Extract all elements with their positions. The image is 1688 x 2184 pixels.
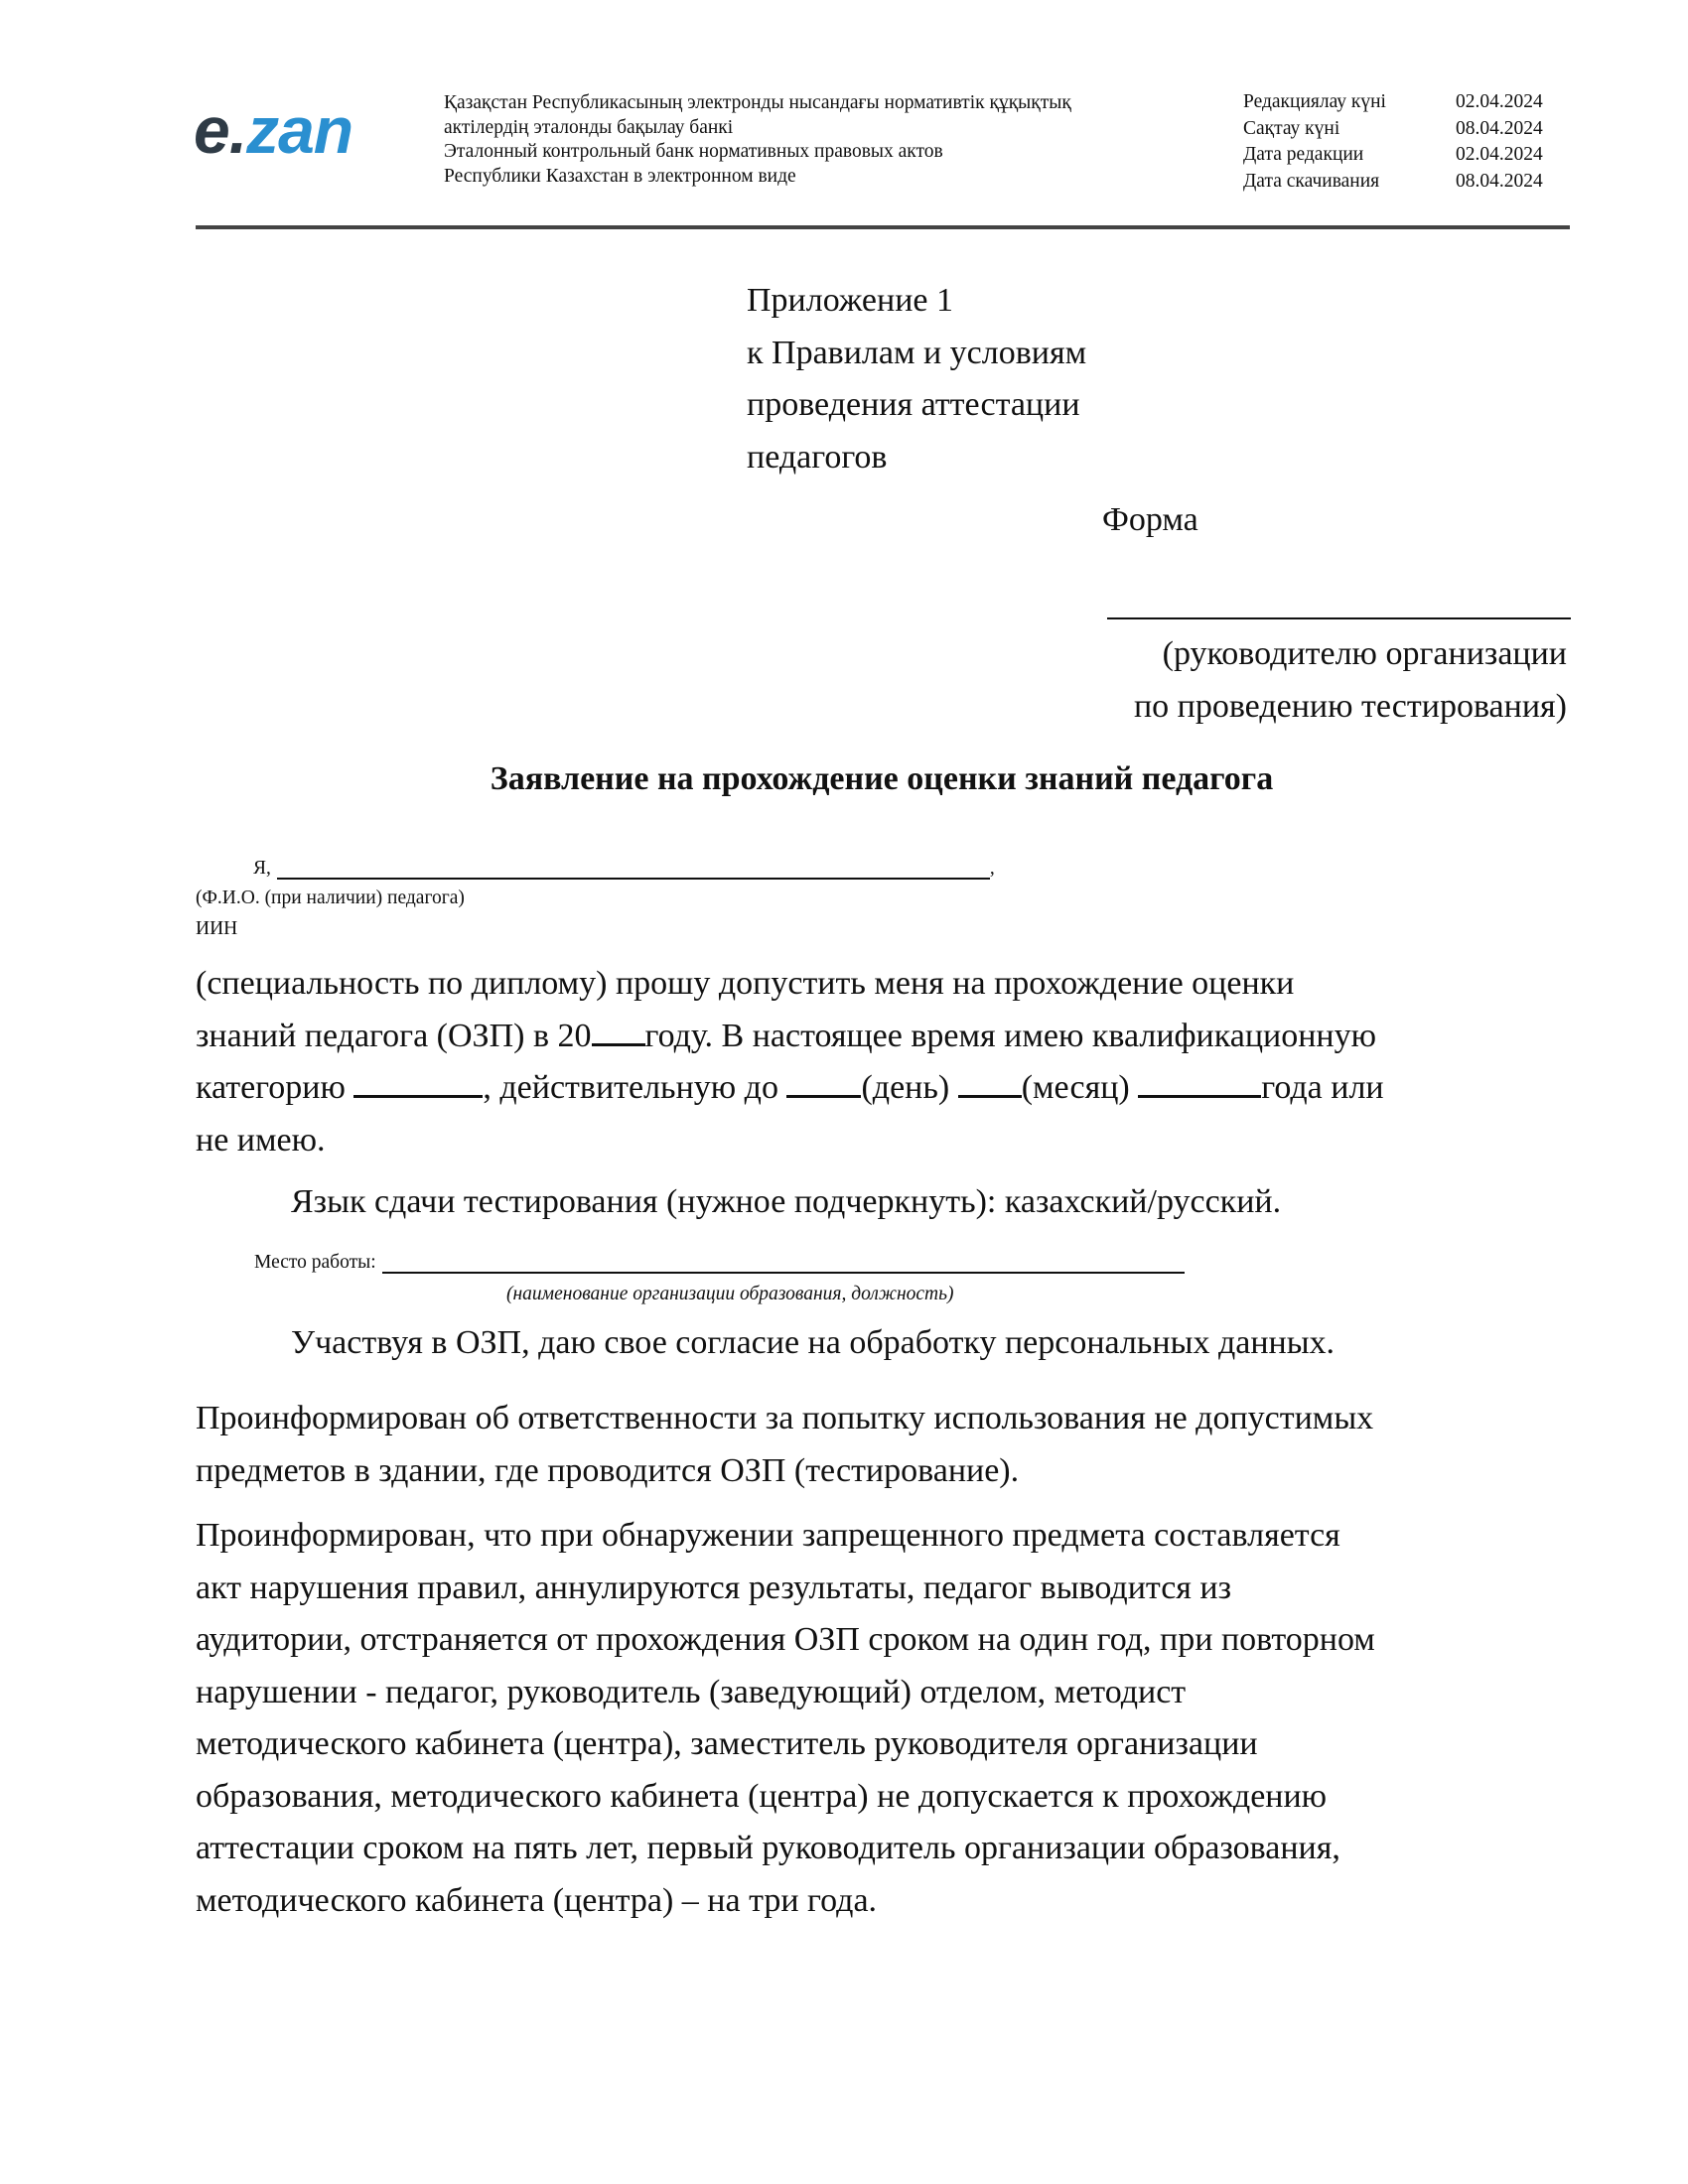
request-text: году. В настоящее время имею квалификационную [644, 1017, 1377, 1054]
appendix-line: педагогов [747, 438, 888, 476]
logo-dot: . [228, 93, 247, 167]
request-line [196, 1011, 1576, 1063]
request-text: категорию [196, 1069, 354, 1106]
date-row [1243, 142, 1543, 169]
month-blank[interactable] [958, 1065, 1022, 1098]
informed-line: предметов в здании, где проводится ОЗП (тестирование). [196, 1451, 1020, 1489]
language-line: Язык сдачи тестирования (нужное подчеркнуть): казахский/русский. [291, 1183, 1282, 1220]
informed-line: Проинформирован, что при обнаружении запрещенного предмета составляется [196, 1517, 1340, 1554]
ya-suffix: , [989, 858, 995, 879]
form-label: Форма [1102, 501, 1198, 538]
informed-paragraph-1 [196, 1393, 1576, 1497]
informed-line: нарушении - педагог, руководитель (заведующий) отделом, методист [196, 1673, 1187, 1710]
request-text: (день) [861, 1069, 958, 1106]
document-title: Заявление на прохождение оценки знаний педагога [490, 760, 1274, 797]
date-label: Сақтау күні [1243, 117, 1340, 139]
ya-prefix: Я, [253, 858, 271, 879]
header-desc-line: Қазақстан Республикасының электронды нысандағы нормативтік құқықтық [444, 92, 1071, 113]
date-value: 02.04.2024 [1456, 91, 1543, 112]
informed-line: аудитории, отстраняется от прохождения ОЗП сроком на один год, при повторном [196, 1621, 1375, 1658]
request-text: , действительную до [483, 1069, 787, 1106]
request-line: не имею. [196, 1121, 326, 1159]
request-line [196, 1062, 1576, 1115]
header-dates [1243, 89, 1543, 195]
consent-line: Участвуя в ОЗП, даю свое согласие на обработку персональных данных. [291, 1324, 1336, 1361]
appendix-line: проведения аттестации [747, 386, 1080, 423]
addressee-line: (руководителю организации [1162, 635, 1567, 672]
date-row [1243, 169, 1543, 196]
name-field-row [253, 858, 995, 880]
request-text: года или [1261, 1069, 1384, 1106]
informed-line: Проинформирован об ответственности за попытку использования не допустимых [196, 1400, 1374, 1436]
header-desc-line: Республики Казахстан в электронном виде [444, 165, 796, 187]
fio-caption: (Ф.И.О. (при наличии) педагога) [196, 887, 465, 908]
day-blank[interactable] [786, 1065, 861, 1098]
addressee-caption [1134, 628, 1567, 733]
request-line: (специальность по диплому) прошу допустить меня на прохождение оценки [196, 965, 1295, 1002]
date-value: 08.04.2024 [1456, 117, 1543, 139]
informed-line: методического кабинета (центра) – на три года. [196, 1881, 878, 1919]
informed-paragraph-2 [196, 1510, 1576, 1927]
workplace-row [254, 1252, 1185, 1274]
date-row [1243, 89, 1543, 116]
informed-line: методического кабинета (центра), заместитель руководителя организации [196, 1725, 1258, 1762]
appendix-line: Приложение 1 [747, 282, 953, 319]
request-paragraph [196, 958, 1576, 1166]
ezan-logo [194, 93, 353, 167]
date-row [1243, 116, 1543, 143]
year-blank[interactable] [592, 1014, 645, 1046]
request-text: знаний педагога (ОЗП) в 20 [196, 1017, 592, 1054]
informed-line: аттестации сроком на пять лет, первый руководитель организации образования, [196, 1830, 1340, 1866]
header-desc-line: Эталонный контрольный банк нормативных правовых актов [444, 141, 943, 162]
workplace-blank-line[interactable] [382, 1252, 1185, 1274]
logo-e: e [194, 93, 229, 167]
workplace-label: Место работы: [254, 1252, 376, 1273]
date-label: Дата скачивания [1243, 170, 1380, 192]
header-desc-line: актілердің эталонды бақылау банкі [444, 116, 734, 138]
informed-line: образования, методического кабинета (центра) не допускается к прохождению [196, 1777, 1328, 1815]
header-description [444, 91, 1071, 189]
request-text: (месяц) [1021, 1069, 1139, 1106]
addressee-line: по проведению тестирования) [1133, 687, 1567, 725]
appendix-line: к Правилам и условиям [747, 334, 1087, 371]
date-value: 02.04.2024 [1456, 144, 1543, 165]
fio-blank-line[interactable] [277, 858, 990, 880]
category-blank[interactable] [353, 1065, 483, 1098]
date-label: Дата редакции [1243, 144, 1364, 165]
date-value: 08.04.2024 [1456, 170, 1543, 192]
year-until-blank[interactable] [1138, 1065, 1261, 1098]
date-label: Редакциялау күні [1243, 91, 1386, 112]
appendix-block [747, 275, 1086, 483]
iin-label: ИИН [196, 918, 238, 939]
informed-line: акт нарушения правил, аннулируются результаты, педагог выводится из [196, 1569, 1232, 1606]
addressee-blank-line[interactable] [1107, 617, 1571, 619]
header-divider [196, 225, 1570, 229]
workplace-caption: (наименование организации образования, должность) [506, 1284, 954, 1304]
logo-zan: zan [246, 93, 353, 167]
